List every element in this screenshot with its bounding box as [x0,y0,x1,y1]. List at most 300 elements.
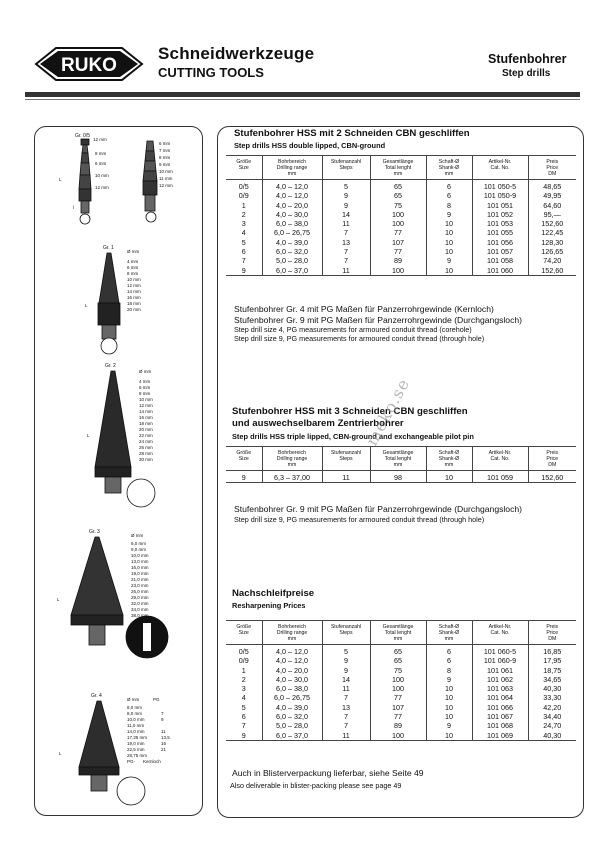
table-cell: 9 [322,666,370,675]
column-header-line: Cat. No. [490,630,510,636]
table-row [226,180,576,192]
section2-title-de-1: Stufenbohrer HSS mit 3 Schneiden CBN geschliffen [232,406,468,417]
table-cell: 101 051 [472,201,528,210]
column-header-line: Preis [546,624,559,630]
length-label: L [57,597,60,602]
dim-label: 8,0 mm [127,705,143,710]
column-header-line: Schaft-Ø [438,624,460,630]
table-cell: 100 [370,684,426,693]
column-header [322,447,370,471]
column-header [262,621,322,645]
column-header-line: mm [393,636,403,642]
table-cell: 6 [241,712,246,722]
section3-title-de: Nachschleifpreise [232,588,315,599]
length-label: l [73,205,74,210]
dim-label: 23,0 mm [131,583,149,588]
column-header-line: Stufenanzahl [330,159,362,165]
dim-label: 10 mm [95,173,109,178]
table-cell: 6,0 – 26,75 [262,693,322,702]
column-header [472,447,528,471]
table-cell: 2 [241,209,246,219]
diagram-label-g2: Gr. 2 [105,363,116,369]
table-cell: 77 [370,712,426,721]
column-header-line: DM [548,636,557,642]
column-header [528,621,576,645]
column-header-line: Stufenanzahl [330,450,362,456]
table-cell: 98 [370,471,426,483]
table-cell: 11 [322,684,370,693]
table-cell: 5,0 – 28,0 [262,256,322,265]
table-cell: 101 053 [472,219,528,228]
dim-label: 14,0 mm [127,729,145,734]
column-header-line: mm [444,636,454,642]
table-cell: 6 [241,247,246,257]
column-header [226,156,262,180]
column-header [426,447,472,471]
table-cell: 6,0 – 32,0 [262,247,322,256]
table-cell: 34,40 [528,712,576,721]
column-header-line: Shank-Ø [438,165,460,171]
table-cell: 74,20 [528,256,576,265]
table-cell: 6,0 – 38,0 [262,219,322,228]
pg-value: 16 [161,741,167,746]
table-row [226,666,576,675]
table-cell: 0/5 [238,182,249,191]
dim-label: 38,0 mm [131,613,149,618]
column-header-line: Steps [339,456,353,462]
dim-label: 9,0 mm [131,547,147,552]
table-cell: 18,75 [528,666,576,675]
dim-label: 10 mm [139,397,153,402]
step-drill-drawings [35,127,202,815]
table-cell: 101 066 [472,703,528,712]
table-cell: 128,30 [528,238,576,247]
table-cell: 8 [426,201,472,210]
table-cell: 100 [370,210,426,219]
pg-value: Kernloch [143,759,161,764]
dim-label: 26,0 mm [131,589,149,594]
table-cell: 9 [322,656,370,665]
column-header-line: Steps [339,630,353,636]
table-cell: 6,0 – 26,75 [262,228,322,237]
column-header-line: Bohrbereich [278,159,306,165]
note-en-2: Step drill size 9, PG measurements for armoured conduit thread (through hole) [234,334,485,343]
table-cell: 0/5 [238,647,249,656]
table-cell: 9 [426,256,472,265]
diagram-label-g3: Gr. 3 [89,529,100,535]
column-header-line: Preis [546,450,559,456]
pg-value: 21 [161,747,167,752]
table-cell: 89 [370,721,426,730]
table-cell: 5 [322,180,370,192]
dim-label: 4 mm [139,379,151,384]
price-table-2 [226,446,576,483]
table-cell: 100 [370,219,426,228]
column-header-line: mm [287,636,297,642]
table-cell: 100 [370,266,426,276]
table-cell: 101 060-9 [472,656,528,665]
table-cell: 14 [322,675,370,684]
table-cell: 4,0 – 39,0 [262,238,322,247]
section3-title-en: Resharpening Prices [232,601,306,610]
table-cell: 101 064 [472,693,528,702]
table-cell: 4,0 – 30,0 [262,675,322,684]
section1-title-de: Stufenbohrer HSS mit 2 Schneiden CBN geschliffen [234,128,470,139]
table-cell: 7 [322,247,370,256]
column-header [370,621,426,645]
column-header [322,156,370,180]
header-title-de: Schneidwerkzeuge [158,44,315,63]
dim-label: Ø mm [127,249,140,254]
dim-label: 30 mm [139,457,153,462]
table-cell: 107 [370,238,426,247]
drill-g05-right [143,141,157,222]
column-header [262,447,322,471]
column-header-line: Total lenght [384,165,412,171]
table-cell: 16,85 [528,645,576,657]
column-header-line: Drilling range [276,630,308,636]
table-cell: 6,0 – 38,0 [262,684,322,693]
table-cell: 65 [370,656,426,665]
table-cell: 4,0 – 12,0 [262,180,322,192]
table-row [226,675,576,684]
dim-label: 12 mm [159,183,173,188]
table-cell: 4,0 – 12,0 [262,191,322,200]
note-de: Stufenbohrer Gr. 9 mit PG Maßen für Panzerrohrgewinde (Durchgangsloch) [234,504,523,514]
table-cell: 9 [241,265,246,275]
table-row [226,712,576,721]
table-cell: 9 [426,721,472,730]
diagram-label-g4: Gr. 4 [91,693,102,699]
table-row [226,684,576,693]
table-cell: 10 [426,684,472,693]
column-header-line: Bohrbereich [278,450,306,456]
table-cell: 89 [370,256,426,265]
column-header-line: Preis [546,159,559,165]
table-cell: 34,65 [528,675,576,684]
dim-label: 18 mm [127,301,141,306]
section2-title-en: Step drills HSS triple lipped, CBN-ground and exchangeable pilot pin [232,432,474,441]
dim-label: 7 mm [159,148,171,153]
price-table-1 [226,155,576,276]
section2-notes [234,504,522,524]
dim-label: 11 mm [159,176,173,181]
table-row [226,247,576,256]
brand-text: RUKO [61,55,117,76]
table-cell: 4 [241,693,246,703]
table-cell: 8 [426,666,472,675]
table-cell: 6,3 – 37,00 [262,471,322,483]
table-cell: 7 [322,256,370,265]
table-row [226,191,576,200]
column-header-line: DM [548,171,557,177]
footnote-de: Auch in Blisterverpackung lieferbar, siehe Seite 49 [232,768,424,778]
table-cell: 14 [322,210,370,219]
table-cell: 7 [241,721,246,731]
length-label: L [87,433,90,438]
table-cell: 24,70 [528,721,576,730]
column-header [472,621,528,645]
column-header-line: Steps [339,165,353,171]
table-row [226,266,576,276]
dim-label: 10 mm [127,277,141,282]
table-cell: 75 [370,201,426,210]
dim-label: 6 mm [139,385,151,390]
column-header-line: Price [546,630,559,636]
table-cell: 75 [370,666,426,675]
length-label: L [59,751,62,756]
dim-label: 9 mm [159,162,171,167]
dim-label: 20 mm [139,427,153,432]
table-cell: 1 [241,200,246,210]
table-cell: 126,65 [528,247,576,256]
column-header-line: Gesamtlänge [382,450,414,456]
table-cell: 10 [426,228,472,237]
table-cell: 0/9 [238,191,249,201]
dim-label: 26 mm [139,445,153,450]
table-cell: 17,95 [528,656,576,665]
table-cell: 11 [322,266,370,276]
column-header [528,447,576,471]
pg-value: 9 [161,717,164,722]
table-header-row [226,621,576,645]
note-en: Step drill size 9, PG measurements for armoured conduit thread (through hole) [234,514,485,524]
table-cell: 6,0 – 37,0 [262,731,322,741]
dim-label: 6 mm [127,265,139,270]
column-header [262,156,322,180]
dim-label: 22,5 mm [127,747,145,752]
dim-label: 8,0 mm [127,711,143,716]
dim-label: 6,0 mm [131,541,147,546]
column-header-line: Shank-Ø [438,456,460,462]
drill-g3 [71,537,168,658]
section1-notes [234,304,522,343]
table-cell: 9 [322,201,370,210]
table-cell: 6,0 – 32,0 [262,712,322,721]
dim-label: 28,75 mm [127,753,148,758]
dim-label: Ø mm [127,697,140,702]
dim-label: 28 mm [139,451,153,456]
header-title-en: CUTTING TOOLS [158,65,264,80]
column-header-line: Artikel-Nr. [488,450,512,456]
table-cell: 6 [426,180,472,192]
column-header-line: Stufenanzahl [330,624,362,630]
dim-label: 16 mm [139,415,153,420]
table-row [226,228,576,237]
table-cell: 10 [426,238,472,247]
table-cell: 10 [426,471,472,483]
table-cell: 6 [426,645,472,657]
table-row [226,219,576,228]
section1-title-en: Step drills HSS double lipped, CBN-ground [234,141,386,150]
table-cell: 4 [241,228,246,238]
table-cell: 4,0 – 12,0 [262,656,322,665]
price-table-3 [226,620,576,741]
table-row [226,471,576,483]
table-cell: 152,60 [528,266,576,276]
column-header [322,621,370,645]
column-header [472,156,528,180]
pg-value: 7 [161,711,164,716]
dim-label: 12 mm [127,283,141,288]
diagram-label-g1: Gr. 1 [103,245,114,251]
dim-label: 10,0 mm [127,717,145,722]
table-cell: 101 069 [472,731,528,741]
dim-label: 34,0 mm [131,607,149,612]
note-en-1: Step drill size 4, PG measurements for armoured conduit thread (corehole) [234,325,472,334]
table-cell: 101 059 [472,471,528,483]
column-header-line: DM [548,462,557,468]
table-cell: 101 056 [472,238,528,247]
table-cell: 13 [322,238,370,247]
dim-label: 12 mm [93,137,107,142]
table-cell: 0/9 [238,656,249,666]
table-cell: 107 [370,703,426,712]
table-cell: 152,60 [528,219,576,228]
column-header-line: Größe [236,624,252,630]
table-row [226,645,576,657]
table-cell: 100 [370,675,426,684]
table-row [226,731,576,741]
table-cell: 42,20 [528,703,576,712]
note-de-1: Stufenbohrer Gr. 4 mit PG Maßen für Panzerrohrgewinde (Kernloch) [234,304,494,314]
dim-label: 8 mm [159,155,171,160]
table-cell: 7 [322,228,370,237]
dim-label: 8 mm [127,271,139,276]
table-cell: 101 067 [472,712,528,721]
column-header-line: mm [287,171,297,177]
table-cell: 4,0 – 12,0 [262,645,322,657]
table-cell: 7 [322,721,370,730]
table-cell: 101 060 [472,266,528,276]
pg-value: 13,5 [161,735,170,740]
column-header-line: Artikel-Nr. [488,159,512,165]
dim-label: 14 mm [127,289,141,294]
column-header [528,156,576,180]
dim-label: 13,0 mm [131,559,149,564]
table-cell: 65 [370,180,426,192]
table-row [226,721,576,730]
table-cell: 6 [426,656,472,665]
table-cell: 4,0 – 20,0 [262,201,322,210]
drill-g05-left [79,139,91,224]
dim-label: Ø mm [131,533,144,538]
dim-label: 6 mm [95,161,107,166]
dim-label: 10,0 mm [131,553,149,558]
dim-label: 24 mm [139,439,153,444]
table-cell: 33,30 [528,693,576,702]
table-cell: 65 [370,191,426,200]
column-header-line: Size [238,456,249,462]
table-cell: 101 057 [472,247,528,256]
header-product-en: Step drills [502,68,551,79]
column-header-line: Gesamtlänge [382,159,414,165]
column-header-line: Schaft-Ø [438,159,460,165]
table-cell: 101 068 [472,721,528,730]
table-cell: 5 [322,645,370,657]
column-header-line: Total lenght [384,456,412,462]
watermark-stamp: meko.se [362,375,414,449]
table-row [226,201,576,210]
table-row [226,656,576,665]
table-row [226,256,576,265]
table-row [226,703,576,712]
table-cell: 6 [426,191,472,200]
column-header [226,621,262,645]
column-header-line: mm [393,462,403,468]
table-cell: 3 [241,684,246,694]
dim-label: 4 mm [127,259,139,264]
section2-title-de-2: und auswechselbarem Zentrierbohrer [232,418,404,429]
column-header-line: mm [287,462,297,468]
column-header-line: mm [444,171,454,177]
column-header-line: Price [546,456,559,462]
table-cell: 122,45 [528,228,576,237]
dim-label: 12 mm [95,185,109,190]
table-cell: 95,— [528,210,576,219]
length-label: L [85,303,88,308]
drawings-panel [34,126,203,816]
table-cell: 101 062 [472,675,528,684]
table-cell: 9 [241,730,246,740]
column-header-line: Shank-Ø [438,630,460,636]
column-header-line: Größe [236,159,252,165]
dim-label: 16 mm [127,295,141,300]
table-row [226,210,576,219]
table-cell: 9 [426,210,472,219]
column-header [426,156,472,180]
footnote-en: Also deliverable in blister-packing please see page 49 [230,781,402,790]
table-cell: 5 [241,237,246,247]
table-cell: 101 063 [472,684,528,693]
table-cell: 101 052 [472,210,528,219]
dim-label: PG- [127,759,136,764]
table-cell: 101 050-9 [472,191,528,200]
dim-label: 10 mm [159,169,173,174]
table-cell: 10 [426,266,472,276]
dim-label: 18 mm [139,421,153,426]
header-rule [25,92,580,97]
header-product-de: Stufenbohrer [488,52,567,66]
table-cell: 40,30 [528,684,576,693]
table-cell: 77 [370,247,426,256]
dim-label: 16,0 mm [131,565,149,570]
table-cell: 10 [426,219,472,228]
table-cell: 77 [370,693,426,702]
dim-label: 14 mm [139,409,153,414]
length-label: L [59,177,62,182]
dim-label: 17,35 mm [127,735,148,740]
column-header-line: Gesamtlänge [382,624,414,630]
column-header-line: Artikel-Nr. [488,624,512,630]
column-header-line: mm [393,171,403,177]
table-cell: 4,0 – 20,0 [262,666,322,675]
column-header-line: Größe [236,450,252,456]
table-cell: 101 061 [472,666,528,675]
column-header-line: Size [238,165,249,171]
table-cell: 65 [370,645,426,657]
column-header [426,621,472,645]
column-header-line: Bohrbereich [278,624,306,630]
diagram-label-g05: Gr. 0/5 [75,133,91,139]
column-header-line: mm [444,462,454,468]
table-cell: 10 [426,703,472,712]
table-cell: 64,60 [528,201,576,210]
dim-label: 19,0 mm [127,741,145,746]
pg-label: PG [153,697,160,702]
column-header-line: Drilling range [276,456,308,462]
ruko-logo [34,44,144,84]
